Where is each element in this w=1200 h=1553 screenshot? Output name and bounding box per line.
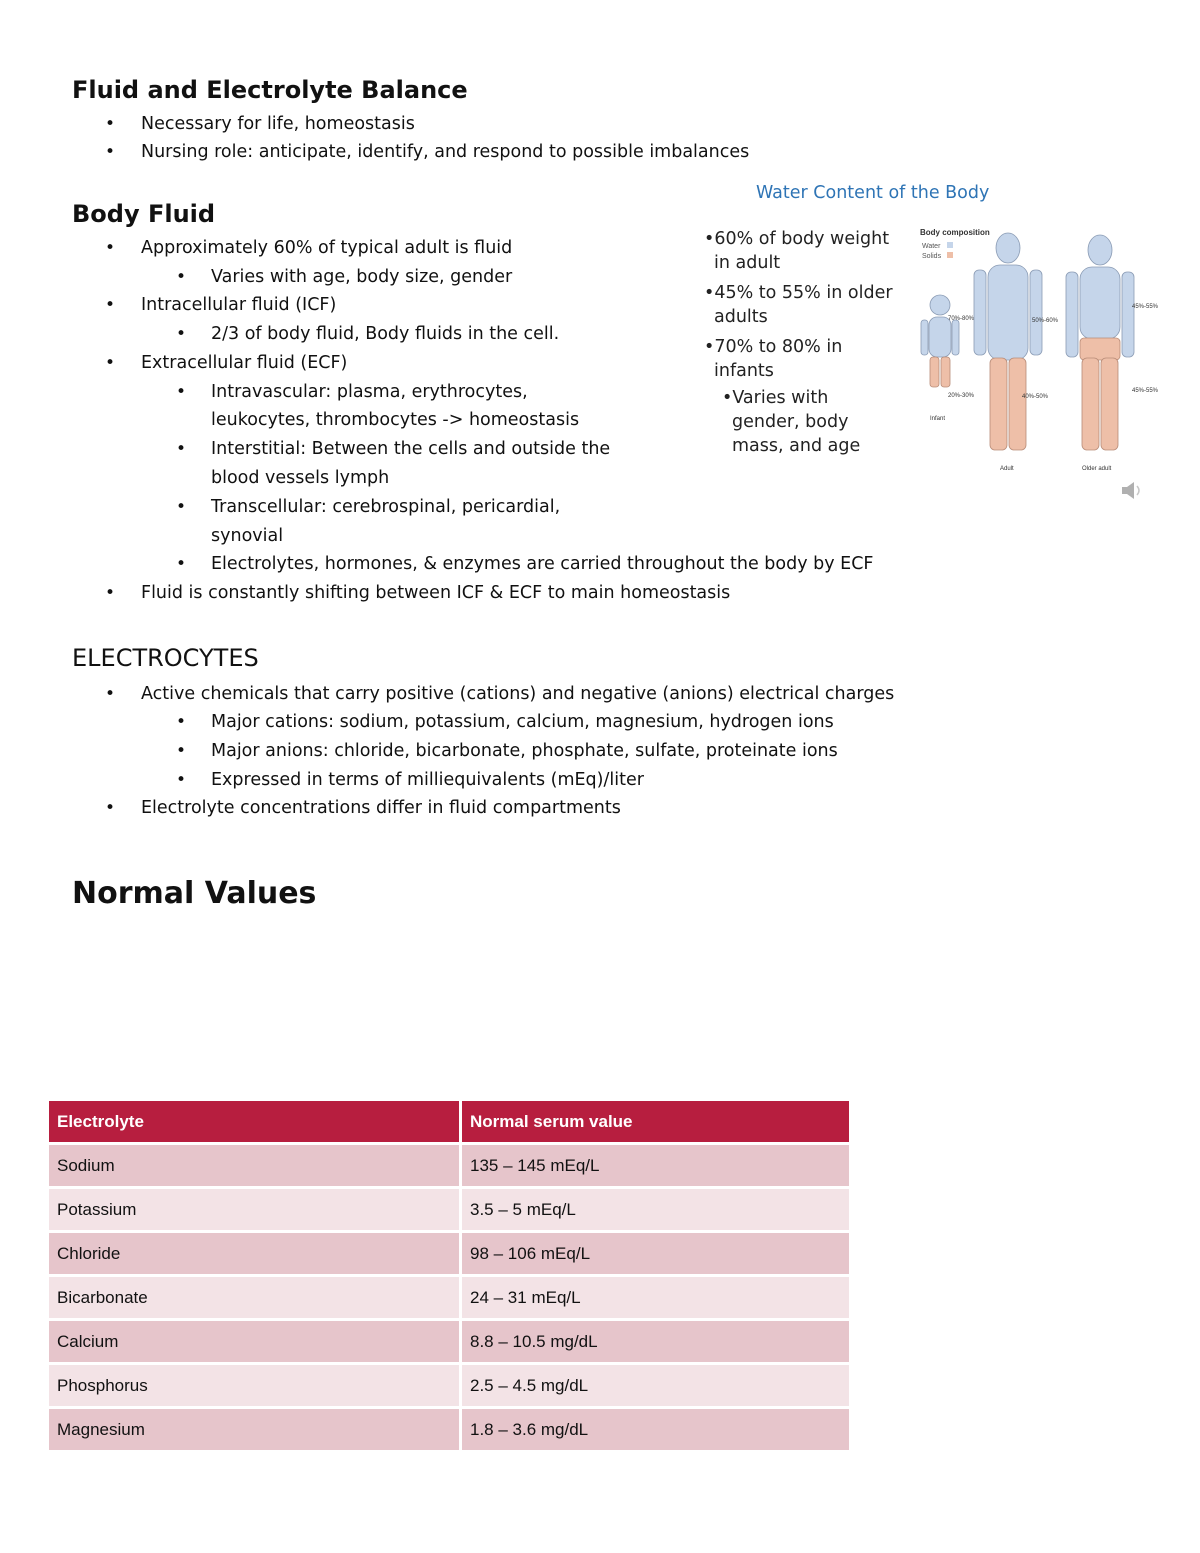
older-adult-figure xyxy=(1066,235,1134,450)
list-item: Electrolyte concentrations differ in fluid compartments xyxy=(141,798,621,818)
infant-water-label: 70%-80% xyxy=(948,316,975,322)
list-item: Intravascular: plasma, erythrocytes, xyxy=(211,382,528,402)
list-item: Electrolytes, hormones, & enzymes are carried throughout the body by ECF xyxy=(211,554,874,574)
bullet: • xyxy=(176,712,187,732)
table-cell-value: 1.8 – 3.6 mg/dL xyxy=(462,1409,849,1450)
table-cell-electrolyte: Magnesium xyxy=(49,1409,459,1450)
slide-text: infants xyxy=(714,361,774,381)
table-row xyxy=(49,1233,849,1274)
list-item: Fluid is constantly shifting between ICF & ECF to main homeostasis xyxy=(141,583,731,603)
older-solids-label: 45%-55% xyxy=(1132,388,1159,394)
slide-text: in adult xyxy=(714,253,781,273)
section-title-normal-values: Normal Values xyxy=(72,876,317,911)
section-title-electrocytes: ELECTROCYTES xyxy=(72,644,259,672)
table-row xyxy=(49,1277,849,1318)
slide-text: •70% to 80% in xyxy=(704,337,843,357)
bullet: • xyxy=(105,238,116,258)
adult-water-label: 50%-60% xyxy=(1032,318,1059,324)
list-item: Nursing role: anticipate, identify, and respond to possible imbalances xyxy=(141,142,750,162)
legend-water-swatch xyxy=(947,242,953,248)
section-title-body-fluid: Body Fluid xyxy=(72,200,216,228)
slide-text: •60% of body weight xyxy=(704,229,890,249)
speaker-icon xyxy=(1122,482,1139,499)
bullet: • xyxy=(176,770,187,790)
list-item: Intracellular fluid (ICF) xyxy=(141,295,337,315)
table-cell-value: 3.5 – 5 mEq/L xyxy=(462,1189,849,1230)
bullet: • xyxy=(176,439,187,459)
adult-label: Adult xyxy=(1000,466,1014,472)
table-cell-value: 135 – 145 mEq/L xyxy=(462,1145,849,1186)
list-item: Expressed in terms of milliequivalents (mEq)/liter xyxy=(211,770,644,790)
slide-text: gender, body xyxy=(732,412,849,432)
bullet: • xyxy=(105,798,116,818)
table-cell-electrolyte: Bicarbonate xyxy=(49,1277,459,1318)
body-composition-figure xyxy=(910,220,1160,505)
table-cell-electrolyte: Potassium xyxy=(49,1189,459,1230)
list-item: 2/3 of body fluid, Body fluids in the cell. xyxy=(211,324,560,344)
bullet: • xyxy=(176,741,187,761)
table-cell-electrolyte: Calcium xyxy=(49,1321,459,1362)
table-cell-electrolyte: Sodium xyxy=(49,1145,459,1186)
slide-text: •45% to 55% in older xyxy=(704,283,893,303)
list-item: Active chemicals that carry positive (cations) and negative (anions) electrical charges xyxy=(141,684,895,704)
list-item: Transcellular: cerebrospinal, pericardial, xyxy=(211,497,561,517)
table-row xyxy=(49,1145,849,1186)
infant-figure xyxy=(921,295,959,387)
table-cell-value: 98 – 106 mEq/L xyxy=(462,1233,849,1274)
slide-text: adults xyxy=(714,307,768,327)
water-content-slide xyxy=(700,175,1160,505)
bullet: • xyxy=(176,324,187,344)
table-cell-value: 24 – 31 mEq/L xyxy=(462,1277,849,1318)
bullet: • xyxy=(105,295,116,315)
slide-text: •Varies with xyxy=(722,388,829,408)
normal-values-table xyxy=(46,1098,852,1453)
older-adult-label: Older adult xyxy=(1082,466,1112,472)
bullet: • xyxy=(105,583,116,603)
list-item: Varies with age, body size, gender xyxy=(211,267,513,287)
table-row xyxy=(49,1409,849,1450)
list-item: Necessary for life, homeostasis xyxy=(141,114,415,134)
bullet: • xyxy=(105,114,116,134)
list-item-continued: synovial xyxy=(211,526,284,546)
list-item: Extracellular fluid (ECF) xyxy=(141,353,348,373)
legend-solids: Solids xyxy=(922,253,942,260)
bullet: • xyxy=(105,684,116,704)
bullet: • xyxy=(105,142,116,162)
bullet: • xyxy=(176,267,187,287)
bullet: • xyxy=(105,353,116,373)
legend-title: Body composition xyxy=(920,228,990,237)
table-row xyxy=(49,1189,849,1230)
list-item-continued: leukocytes, thrombocytes -> homeostasis xyxy=(211,410,580,430)
list-item: Major cations: sodium, potassium, calcium, magnesium, hydrogen ions xyxy=(211,712,834,732)
bullet: • xyxy=(176,497,187,517)
list-item-continued: blood vessels lymph xyxy=(211,468,390,488)
slide-text: mass, and age xyxy=(732,436,861,456)
list-item: Approximately 60% of typical adult is fluid xyxy=(141,238,513,258)
infant-solids-label: 20%-30% xyxy=(948,393,975,399)
legend-solids-swatch xyxy=(947,252,953,258)
table-row xyxy=(49,1321,849,1362)
section-title-fluid-electrolyte: Fluid and Electrolyte Balance xyxy=(72,76,468,104)
adult-figure xyxy=(974,233,1042,450)
table-cell-electrolyte: Phosphorus xyxy=(49,1365,459,1406)
table-header-electrolyte: Electrolyte xyxy=(49,1101,459,1142)
bullet: • xyxy=(176,382,187,402)
adult-solids-label: 40%-50% xyxy=(1022,394,1049,400)
list-item: Major anions: chloride, bicarbonate, phosphate, sulfate, proteinate ions xyxy=(211,741,838,761)
table-cell-electrolyte: Chloride xyxy=(49,1233,459,1274)
list-item: Interstitial: Between the cells and outside the xyxy=(211,439,611,459)
infant-label: Infant xyxy=(930,416,946,422)
table-cell-value: 8.8 – 10.5 mg/dL xyxy=(462,1321,849,1362)
table-header-normal-value: Normal serum value xyxy=(462,1101,849,1142)
slide-title: Water Content of the Body xyxy=(756,183,990,203)
bullet: • xyxy=(176,554,187,574)
older-water-label: 45%-55% xyxy=(1132,304,1159,310)
legend-water: Water xyxy=(922,243,941,250)
table-cell-value: 2.5 – 4.5 mg/dL xyxy=(462,1365,849,1406)
table-row xyxy=(49,1365,849,1406)
